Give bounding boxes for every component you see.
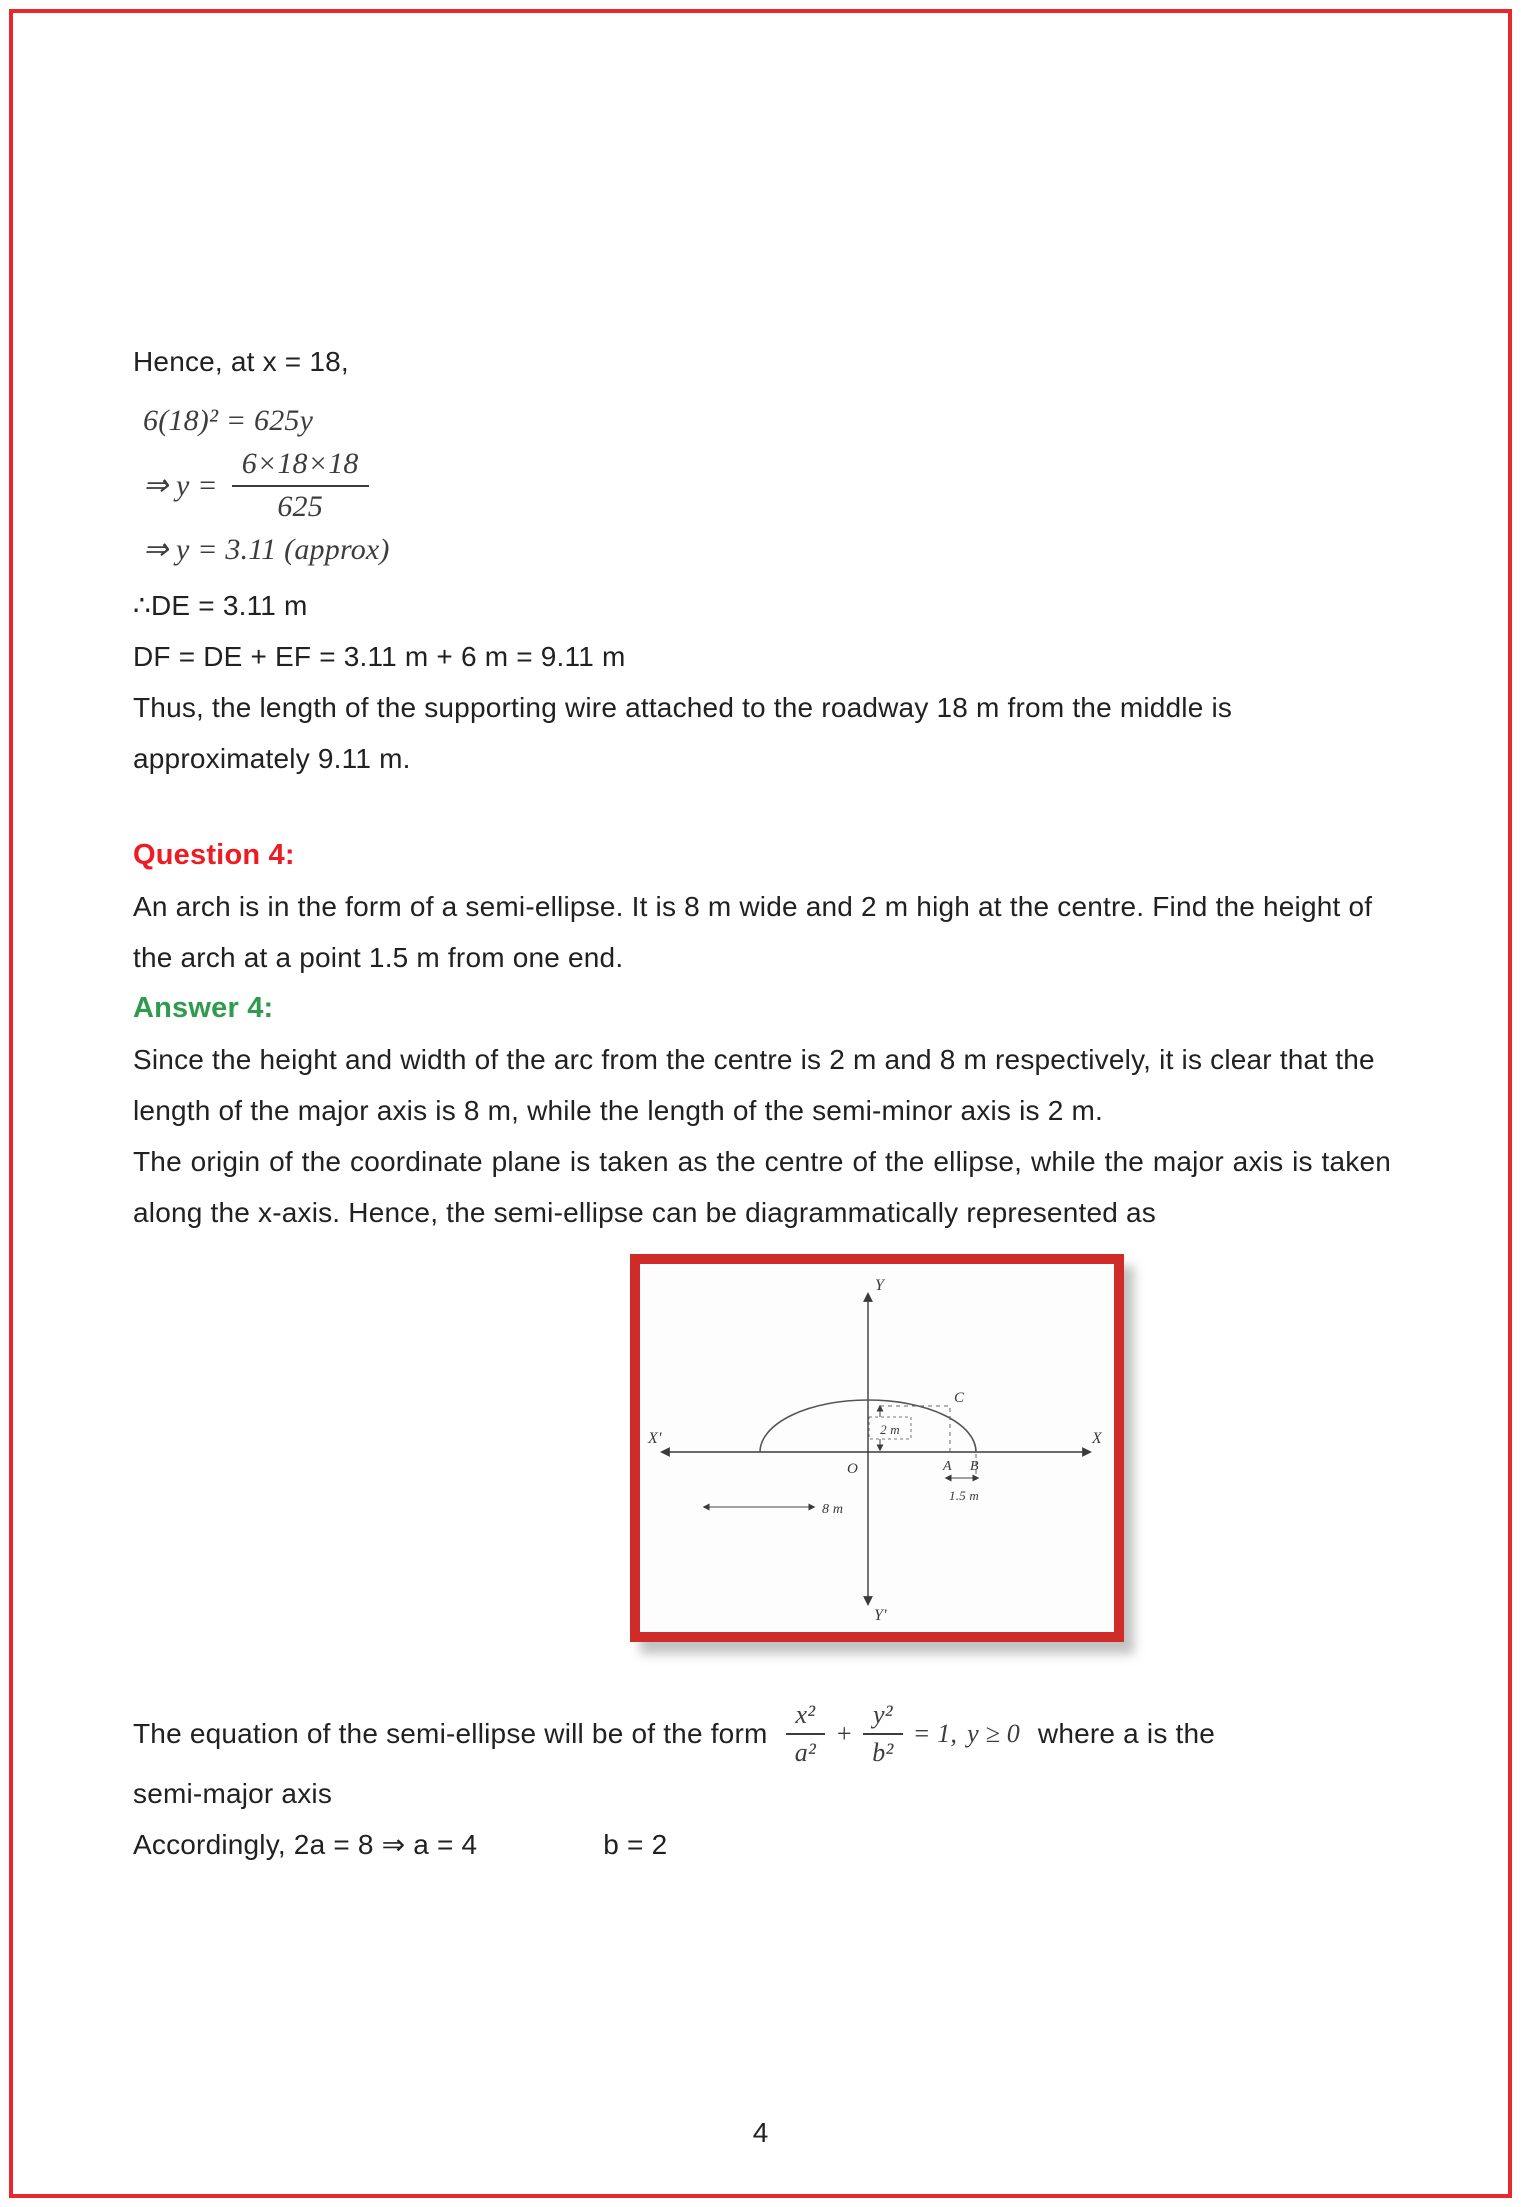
equation-intro-text: The equation of the semi-ellipse will be of the form [133,1718,768,1750]
formula-frac2-denominator: b² [872,1737,894,1767]
answer-4-heading: Answer 4: [133,992,274,1024]
semi-ellipse-figure [630,1254,1124,1642]
figure-frame [630,1254,1124,1642]
formula-fraction-1 [786,1700,826,1768]
ellipse-equation-paragraph [133,1700,1391,1768]
answer-4-para2: The origin of the coordinate plane is taken as the centre of the ellipse, while the major axis is taken along the x-axis. Hence, the semi-ellipse can be diagrammatically represented as [133,1146,1391,1228]
point-a-label: A [943,1459,952,1474]
page-number: 4 [752,2117,769,2148]
offset-dim-label: 1.5 m [949,1488,979,1503]
y-prime-label: Y' [874,1607,887,1624]
formula-plus-sign: + [835,1719,853,1749]
height-dim-label: 2 m [880,1422,900,1437]
conclusion-paragraph: Thus, the length of the supporting wire attached to the roadway 18 m from the middle is approximately 9.11 m. [133,692,1233,774]
figure-canvas [640,1264,1114,1632]
question-4-heading: Question 4: [133,839,295,871]
semi-major-axis-line: semi-major axis [133,1777,333,1809]
formula-frac1-denominator: a² [794,1737,816,1767]
formula-equals: = 1, [912,1719,958,1749]
equation-line-1: 6(18)² = 625y [143,404,314,437]
formula-frac1-numerator: x² [786,1700,826,1735]
fraction-numerator: 6×18×18 [232,447,369,487]
point-c-label: C [954,1390,965,1406]
answer-4-para1: Since the height and width of the arc from the centre is 2 m and 8 m respectively, it is clear that the length of the major axis is 8 m, while the length of the semi-minor axis is 2 m. [133,1044,1375,1126]
formula-condition: y ≥ 0 [967,1719,1020,1749]
equation-line-3: ⇒ y = 3.11 (approx) [143,533,390,566]
page-content [133,336,1391,1870]
equation-2-fraction [232,447,369,524]
accordingly-part1: Accordingly, 2a = 8 ⇒ a = 4 [133,1828,478,1860]
equation-block [143,401,1391,570]
df-result-line: DF = DE + EF = 3.11 m + 6 m = 9.11 m [133,641,626,672]
de-result-line: ∴DE = 3.11 m [133,590,308,621]
formula-frac2-numerator: y² [863,1700,903,1735]
accordingly-line [133,1819,1391,1870]
accordingly-part2: b = 2 [603,1828,668,1860]
y-axis-label: Y [875,1277,885,1294]
origin-label: O [846,1461,858,1477]
point-b-label: B [970,1459,979,1474]
fraction-denominator: 625 [277,489,323,523]
equation-2-lhs: ⇒ y = [143,468,218,502]
width-dim-label: 8 m [822,1502,844,1517]
formula-fraction-2 [863,1700,903,1768]
question-4-text: An arch is in the form of a semi-ellipse. It is 8 m wide and 2 m high at the centre. Find the height of the arch at a point 1.5 m from one end. [133,891,1373,973]
x-prime-label: X' [648,1430,662,1447]
equation-line-2 [143,447,1391,524]
x-axis-label: X [1092,1430,1102,1447]
ellipse-formula [786,1700,1020,1768]
solution-intro-line: Hence, at x = 18, [133,346,349,377]
equation-outro-text: where a is the [1037,1718,1216,1750]
